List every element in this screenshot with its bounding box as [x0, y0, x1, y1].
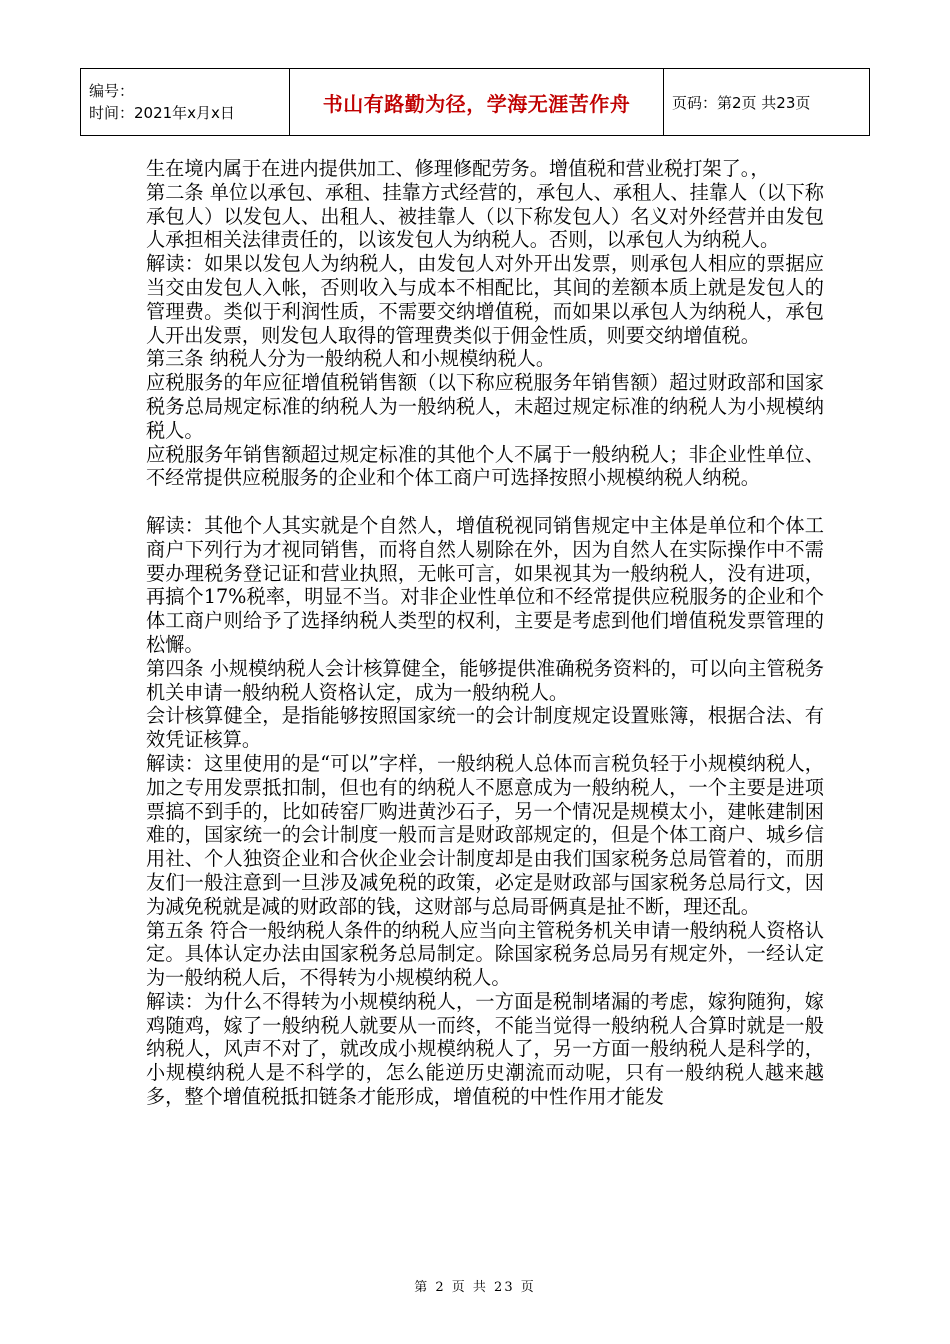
document-body: [146, 157, 824, 1109]
paragraph: 第四条 小规模纳税人会计核算健全，能够提供准确税务资料的，可以向主管税务机关申请一般纳税人资格认定，成为一般纳税人。: [146, 656, 824, 704]
paragraph: 第三条 纳税人分为一般纳税人和小规模纳税人。: [146, 347, 556, 371]
paragraph: 会计核算健全，是指能够按照国家统一的会计制度规定设置账簿，根据合法、有效凭证核算。: [146, 704, 824, 752]
paragraph: 应税服务的年应征增值税销售额（以下称应税服务年销售额）超过财政部和国家税务总局规定标准的纳税人为一般纳税人，未超过规定标准的纳税人为小规模纳税人。: [146, 371, 824, 442]
header-page-label: 页码：第2页 共23页: [672, 93, 811, 112]
paragraph: 应税服务年销售额超过规定标准的其他个人不属于一般纳税人；非企业性单位、不经常提供应税服务的企业和个体工商户可选择按照小规模纳税人纳税。: [146, 442, 824, 490]
paragraph: 解读：为什么不得转为小规模纳税人，一方面是税制堵漏的考虑，嫁狗随狗，嫁鸡随鸡，嫁了一般纳税人就要从一而终，不能当觉得一般纳税人合算时就是一般纳税人，风声不对了，就改成小规模纳税人了，另一方面一般纳税人是科学的，小规模纳税人是不科学的，怎么能逆历史潮流而动呢，只有一般纳税人越来越多，整个增值税抵扣链条才能形成，增值税的中性作用才能发: [146, 989, 824, 1109]
header-meta-cell: [81, 69, 290, 136]
document-number-label: 编号：: [89, 82, 135, 100]
header-motto: 书山有路勤为径，学海无涯苦作舟: [322, 91, 631, 116]
paragraph: 解读：如果以发包人为纳税人，由发包人对外开出发票，则承包人相应的票据应当交由发包人入帐，否则收入与成本不相配比，其间的差额本质上就是发包人的管理费。类似于利润性质，不需要交纳增值税，而如果以承包人为纳税人，承包人开出发票，则发包人取得的管理费类似于佣金性质，则要交纳增值税。: [146, 252, 824, 347]
paragraph: 解读：其他个人其实就是个自然人，增值税视同销售规定中主体是单位和个体工商户下列行为才视同销售，而将自然人剔除在外，因为自然人在实际操作中不需要办理税务登记证和营业执照，无帐可言，如果视其为一般纳税人，没有进项，再搞个17%税率，明显不当。对非企业性单位和不经常提供应税服务的企业和个体工商户则给予了选择纳税人类型的权利，主要是考虑到他们增值税发票管理的松懈。: [146, 513, 824, 656]
page-footer: 第 2 页 共 23 页: [414, 1280, 536, 1295]
header-table: [80, 68, 870, 136]
document-date-label: 时间：2021年x月x日: [89, 104, 235, 122]
header-page-cell: [664, 69, 870, 136]
header-motto-cell: [290, 69, 664, 136]
paragraph: 第五条 符合一般纳税人条件的纳税人应当向主管税务机关申请一般纳税人资格认定。具体认定办法由国家税务总局制定。除国家税务总局另有规定外，一经认定为一般纳税人后，不得转为小规模纳税人。: [146, 918, 824, 990]
blank-line: [146, 490, 824, 514]
paragraph: 生在境内属于在进内提供加工、修理修配劳务。增值税和营业税打架了。，: [146, 157, 770, 180]
paragraph: 第二条 单位以承包、承租、挂靠方式经营的，承包人、承租人、挂靠人（以下称承包人）以发包人、出租人、被挂靠人（以下称发包人）名义对外经营并由发包人承担相关法律责任的，以该发包人为纳税人。否则，以承包人为纳税人。: [146, 180, 824, 252]
paragraph: 解读：这里使用的是“可以”字样，一般纳税人总体而言税负轻于小规模纳税人，加之专用发票抵扣制，但也有的纳税人不愿意成为一般纳税人，一个主要是进项票搞不到手的，比如砖窑厂购进黄沙石子，另一个情况是规模太小，建帐建制困难的，国家统一的会计制度一般而言是财政部规定的，但是个体工商户、城乡信用社、个人独资企业和合伙企业会计制度却是由我们国家税务总局管着的，而朋友们一般注意到一旦涉及减免税的政策，必定是财政部与国家税务总局行文，因为减免税就是减的财政部的钱，这财部与总局哥俩真是扯不断，理还乱。: [146, 751, 824, 918]
